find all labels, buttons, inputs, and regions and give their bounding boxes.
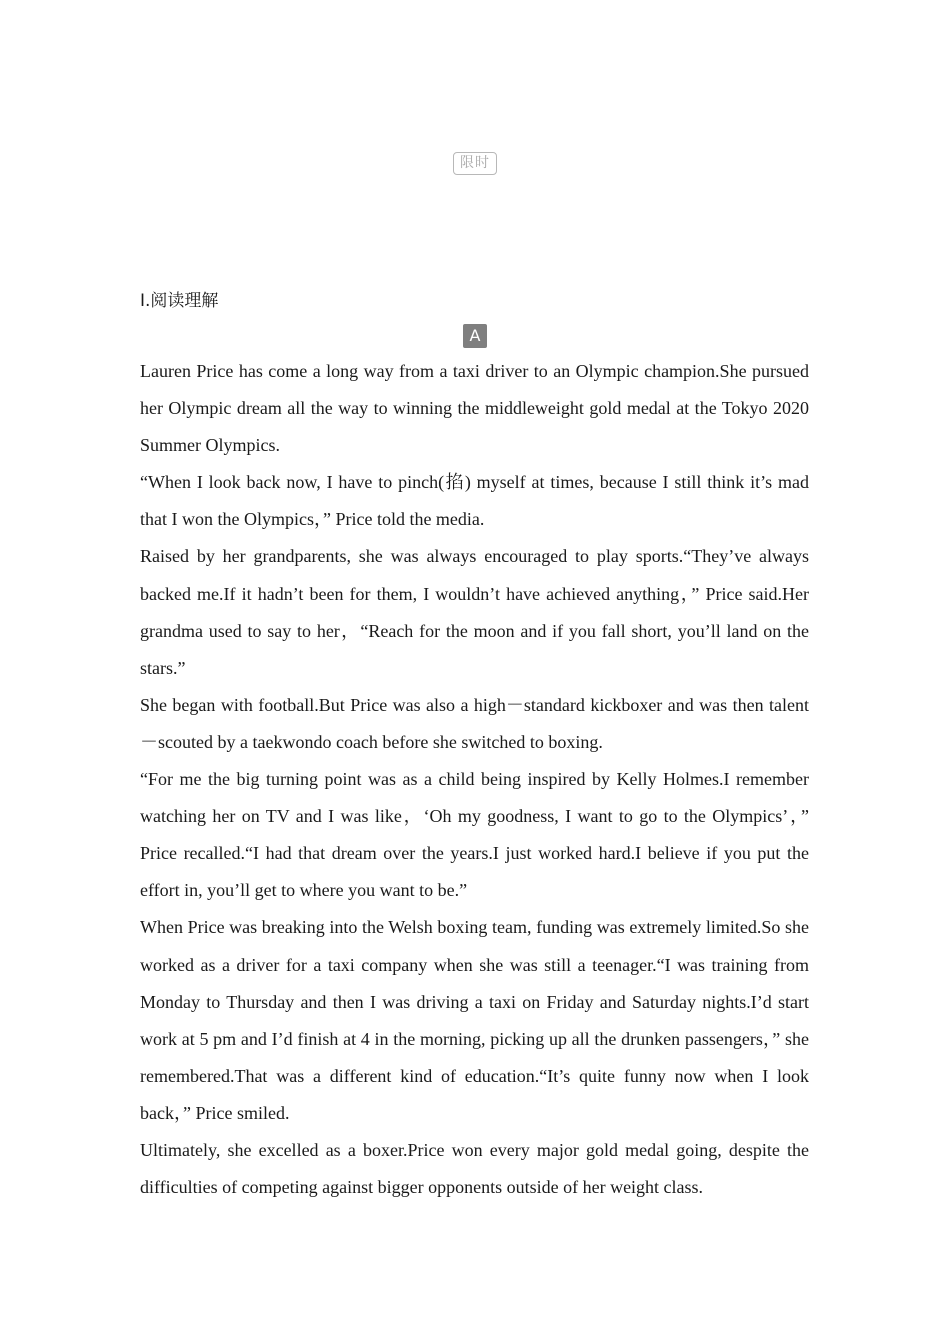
time-limit-badge: 限时 xyxy=(453,152,497,175)
section-heading: Ⅰ.阅读理解 xyxy=(140,291,219,311)
paragraph-6: When Price was breaking into the Welsh boxing team, funding was extremely limited.So she worked as a driver for a taxi company when she was still a teenager.“I was training from Monday to Thursday and then I was driving a taxi on Friday and Saturday nights.I’d start work at 5 pm and I’d finish at 4 in the morning, picking up all the drunken passengers，” she remembered.That was a different kind of education.“It’s quite funny now when I look back，” Price smiled. xyxy=(140,917,809,1123)
reading-passage xyxy=(140,353,809,1206)
paragraph-5: “For me the big turning point was as a child being inspired by Kelly Holmes.I remember watching her on TV and I was like，‘Oh my goodness, I want to go to the Olympics’，” Price recalled.“I had that dream over the years.I just worked hard.I believe if you put the effort in, you’ll get to where you want to be.” xyxy=(140,769,809,901)
paragraph-2: “When I look back now, I have to pinch(掐) myself at times, because I still think it’s mad that I won the Olympics，” Price told the media. xyxy=(140,472,809,530)
passage-label: A xyxy=(463,324,487,348)
paragraph-3: Raised by her grandparents, she was always encouraged to play sports.“They’ve always backed me.If it hadn’t been for them, I wouldn’t have achieved anything，” Price said.Her grandma used to say to her，“Reach for the moon and if you fall short, you’ll land on the stars.” xyxy=(140,546,809,678)
paragraph-1: Lauren Price has come a long way from a taxi driver to an Olympic champion.She pursued her Olympic dream all the way to winning the middleweight gold medal at the Tokyo 2020 Summer Olympics. xyxy=(140,361,809,456)
paragraph-7: Ultimately, she excelled as a boxer.Price won every major gold medal going, despite the difficulties of competing against bigger opponents outside of her weight class. xyxy=(140,1139,809,1198)
paragraph-4: She began with football.But Price was also a high－standard kickboxer and was then talent－scouted by a taekwondo coach before she switched to boxing. xyxy=(140,694,809,752)
